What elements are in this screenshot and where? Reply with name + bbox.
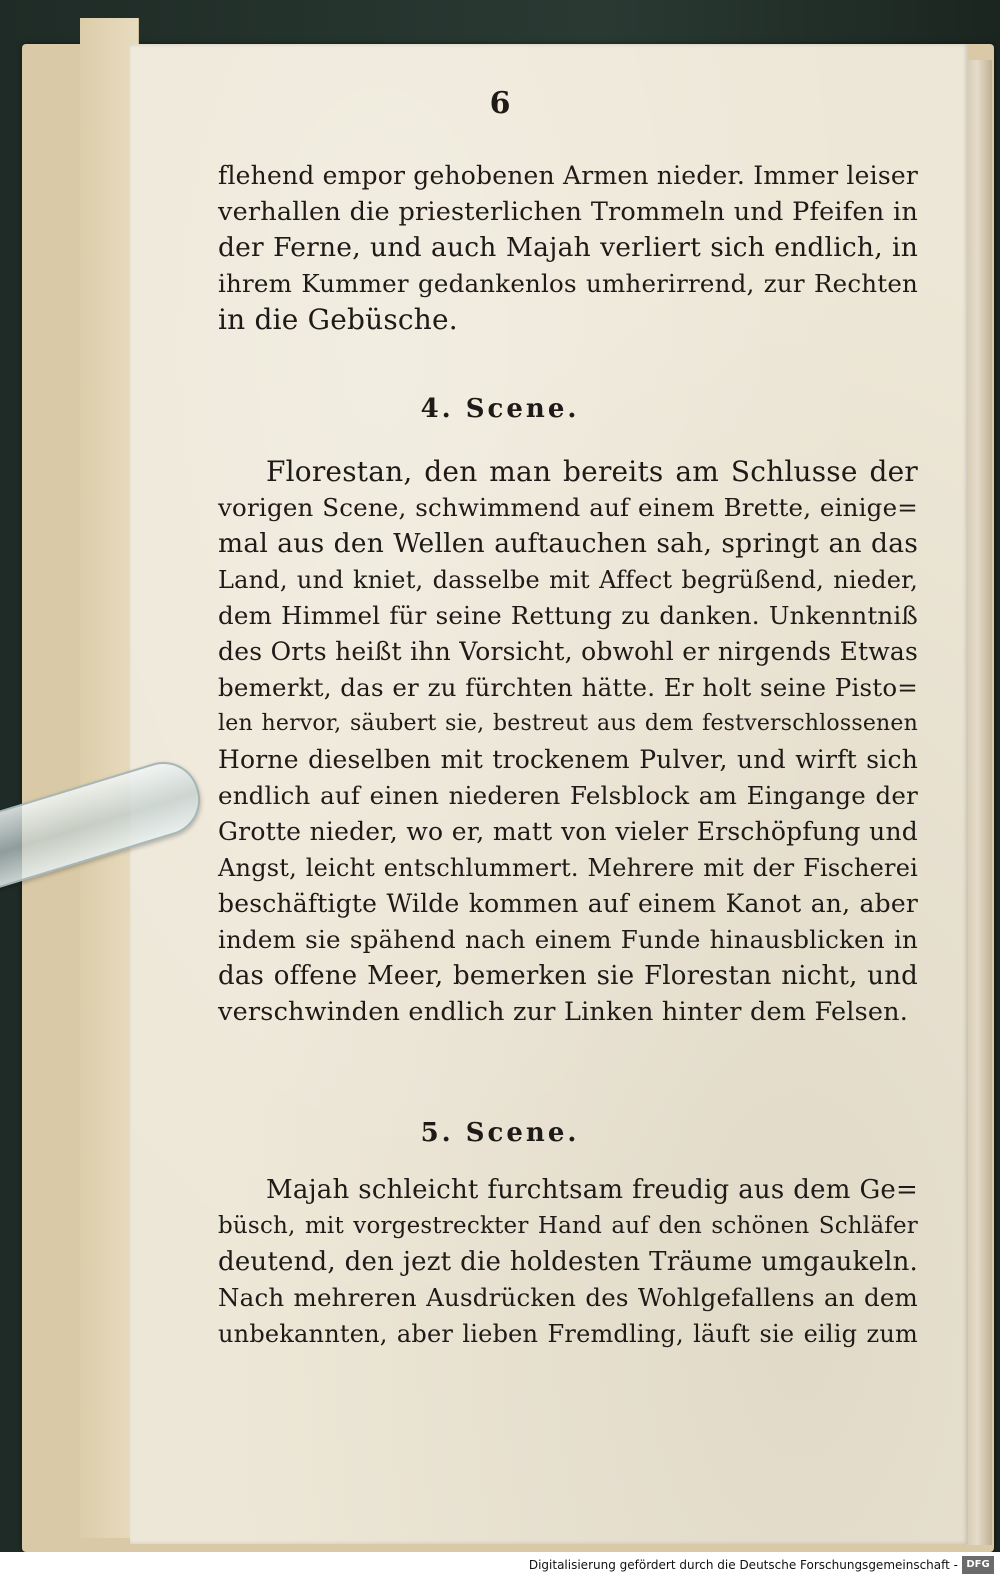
text-line: das offene Meer, bemerken sie Florestan nicht, und: [218, 961, 918, 991]
paragraph-continuation: [218, 158, 918, 338]
page-number: 6: [489, 86, 511, 121]
scene-4-heading: 4. Scene.: [420, 394, 580, 424]
text-line: unbekannten, aber lieben Fremdling, läuft sie eilig zum: [218, 1320, 918, 1348]
scene-5-paragraph: [218, 1172, 918, 1352]
text-line: mal aus den Wellen auftauchen sah, springt an das: [218, 528, 918, 559]
text-line: verhallen die priesterlichen Trommeln und Pfeifen in: [218, 197, 918, 227]
text-line: flehend empor gehobenen Armen nieder. Immer leiser: [218, 161, 918, 190]
text-line: len hervor, säubert sie, bestreut aus dem festverschlossenen: [218, 711, 918, 736]
text-line: Angst, leicht entschlummert. Mehrere mit der Fischerei: [218, 854, 918, 882]
text-line: Land, und kniet, dasselbe mit Affect begrüßend, nieder,: [218, 566, 918, 594]
funding-credit: Digitalisierung gefördert durch die Deutsche Forschungsgemeinschaft -: [528, 1558, 958, 1572]
text-line: deutend, den jezt die holdesten Träume umgaukeln.: [218, 1247, 918, 1277]
text-line: ihrem Kummer gedankenlos umherirrend, zur Rechten: [218, 269, 918, 298]
text-line: Florestan, den man bereits am Schlusse der: [266, 455, 918, 488]
text-line: des Orts heißt ihn Vorsicht, obwohl er nirgends Etwas: [218, 637, 918, 666]
text-line: Majah schleicht furchtsam freudig aus dem Ge=: [266, 1175, 918, 1205]
text-line: in die Gebüsche.: [218, 303, 458, 336]
text-line: vorigen Scene, schwimmend auf einem Brette, einige=: [218, 493, 918, 522]
scene-5-heading: 5. Scene.: [420, 1118, 580, 1148]
text-line: indem sie spähend nach einem Funde hinausblicken in: [218, 925, 918, 954]
text-line: Grotte nieder, wo er, matt von vieler Erschöpfung und: [218, 817, 918, 846]
text-line: büsch, mit vorgestreckter Hand auf den schönen Schläfer: [218, 1213, 918, 1239]
text-line: dem Himmel für seine Rettung zu danken. Unkenntniß: [218, 601, 918, 630]
text-line: Nach mehreren Ausdrücken des Wohlgefallens an dem: [218, 1283, 918, 1312]
text-line: verschwinden endlich zur Linken hinter dem Felsen.: [218, 997, 909, 1027]
text-line: endlich auf einen niederen Felsblock am Eingange der: [218, 781, 918, 810]
text-line: bemerkt, das er zu fürchten hätte. Er holt seine Pisto=: [218, 673, 918, 702]
dfg-logo: DFG: [962, 1556, 994, 1574]
text-line: der Ferne, und auch Majah verliert sich endlich, in: [218, 232, 918, 263]
scene-4-paragraph: [218, 454, 918, 1030]
text-line: beschäftigte Wilde kommen auf einem Kanot an, aber: [218, 889, 918, 918]
text-line: Horne dieselben mit trockenem Pulver, und wirft sich: [218, 745, 918, 774]
